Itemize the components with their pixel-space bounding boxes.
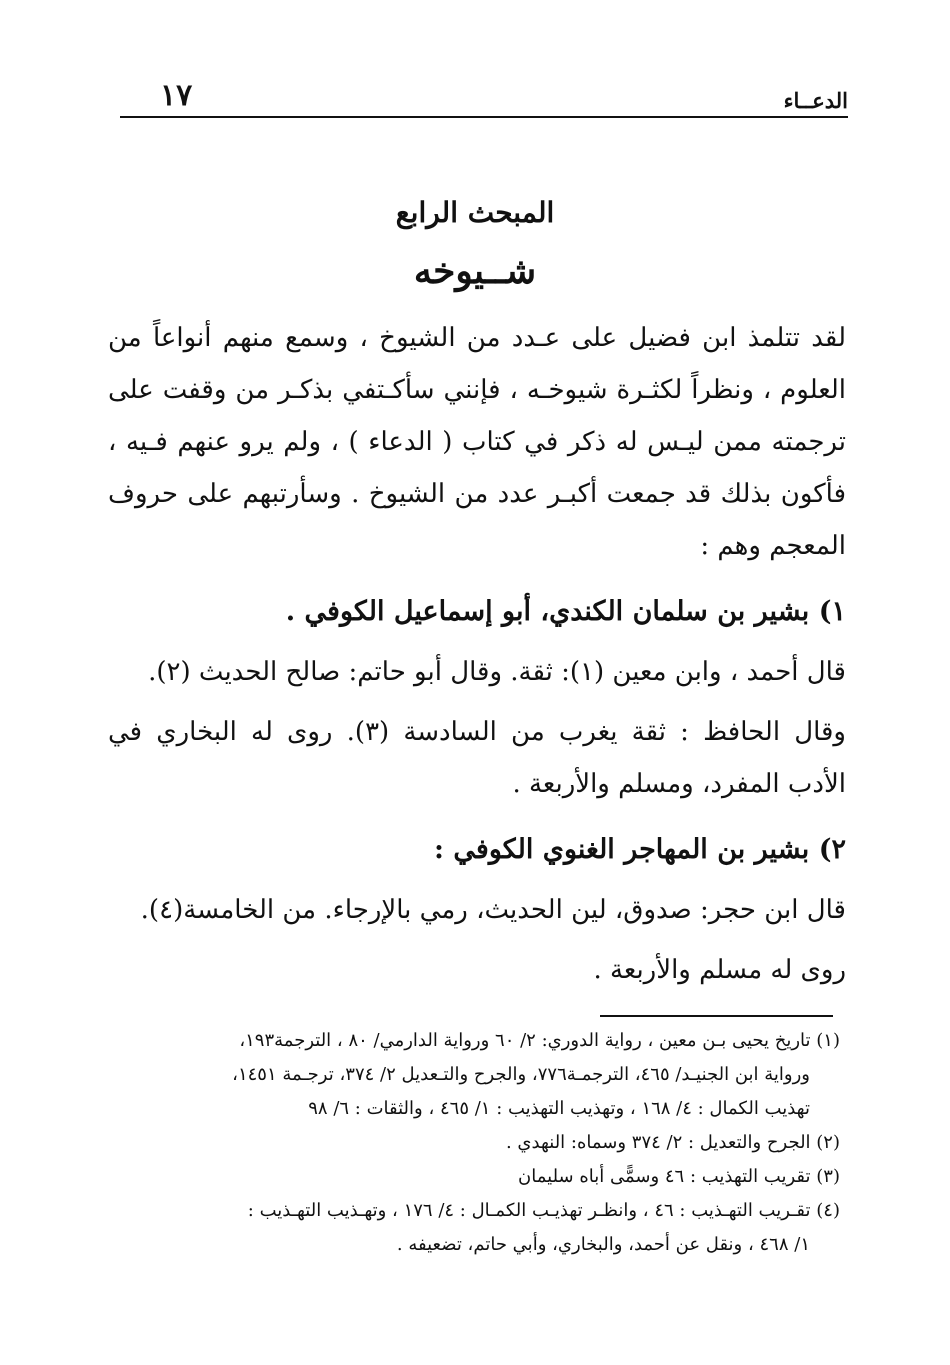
running-header-title: الدعــاء	[783, 88, 848, 113]
footnote-line: (٢) الجرح والتعديل : ٢/ ٣٧٤ وسماه: النهدي .	[505, 1132, 840, 1153]
footnote-divider	[600, 1015, 833, 1017]
entry-paragraph: وقال الحافظ : ثقة يغرب من السادسة (٣). روى له البخاري في الأدب المفرد، ومسلم والأربعة .	[108, 717, 846, 799]
footnote-line: (٤) تقـريب التهـذيب : ٤٦ ، وانظـر تهذيـب الكمـال : ٤/ ١٧٦ ، وتهـذيب التهـذيب :	[247, 1200, 840, 1221]
section-title: شــيوخه	[413, 250, 537, 292]
body-text	[108, 312, 846, 996]
footnote-line: (١) تاريخ يحيى بـن معين ، رواية الدوري: ٢/ ٦٠ ورواية الدارمي/ ٨٠ ، الترجمة١٩٣،	[239, 1030, 840, 1051]
section-heading: المبحث الرابع	[395, 196, 555, 229]
page-number: ١٧	[160, 78, 193, 113]
footnote-line: تهذيب الكمال : ٤/ ١٦٨ ، وتهذيب التهذيب : ١/ ٤٦٥ ، والثقات : ٦/ ٩٨	[308, 1098, 810, 1119]
footnote-line: (٣) تقريب التهذيب : ٤٦ وسمًّى أباه سليمان	[518, 1166, 840, 1187]
entry-paragraph: روى له مسلم والأربعة .	[593, 955, 846, 985]
footnote-line: ورواية ابن الجنيـد/ ٤٦٥، الترجمـة٧٧٦، والجرح والتـعديل ٢/ ٣٧٤، ترجـمة ١٤٥١،	[232, 1064, 810, 1085]
footnotes	[110, 1024, 840, 1262]
entry-title: ١) بشير بن سلمان الكندي، أبو إسماعيل الكوفي .	[285, 596, 846, 627]
entry-title: ٢) بشير بن المهاجر الغنوي الكوفي :	[434, 834, 846, 865]
running-header	[120, 76, 848, 118]
entry-paragraph: قال ابن حجر: صدوق، لين الحديث، رمي بالإرجاء. من الخامسة(٤).	[140, 895, 846, 925]
intro-paragraph: لقد تتلمذ ابن فضيل على عـدد من الشيوخ ، وسمع منهم أنواعاً من العلوم ، ونظراً لكثـرة شيوخـه ، فإنني سأكـتفي بذكـر من وقفت على ترجمته ممن ليـس له ذكر في كتاب ( الدعاء ) ، ولم يرو عنهم فـيه ، فأكون بذلك قد جمعت أكبـر عدد من الشيوخ . وسأرتبهم على حروف المعجم وهم :	[108, 323, 846, 561]
footnote-line: ١/ ٤٦٨ ، ونقل عن أحمد، والبخاري، وأبي حاتم، تضعيفه .	[396, 1234, 810, 1255]
entry-paragraph: قال أحمد ، وابن معين (١): ثقة. وقال أبو حاتم: صالح الحديث (٢).	[148, 657, 846, 687]
